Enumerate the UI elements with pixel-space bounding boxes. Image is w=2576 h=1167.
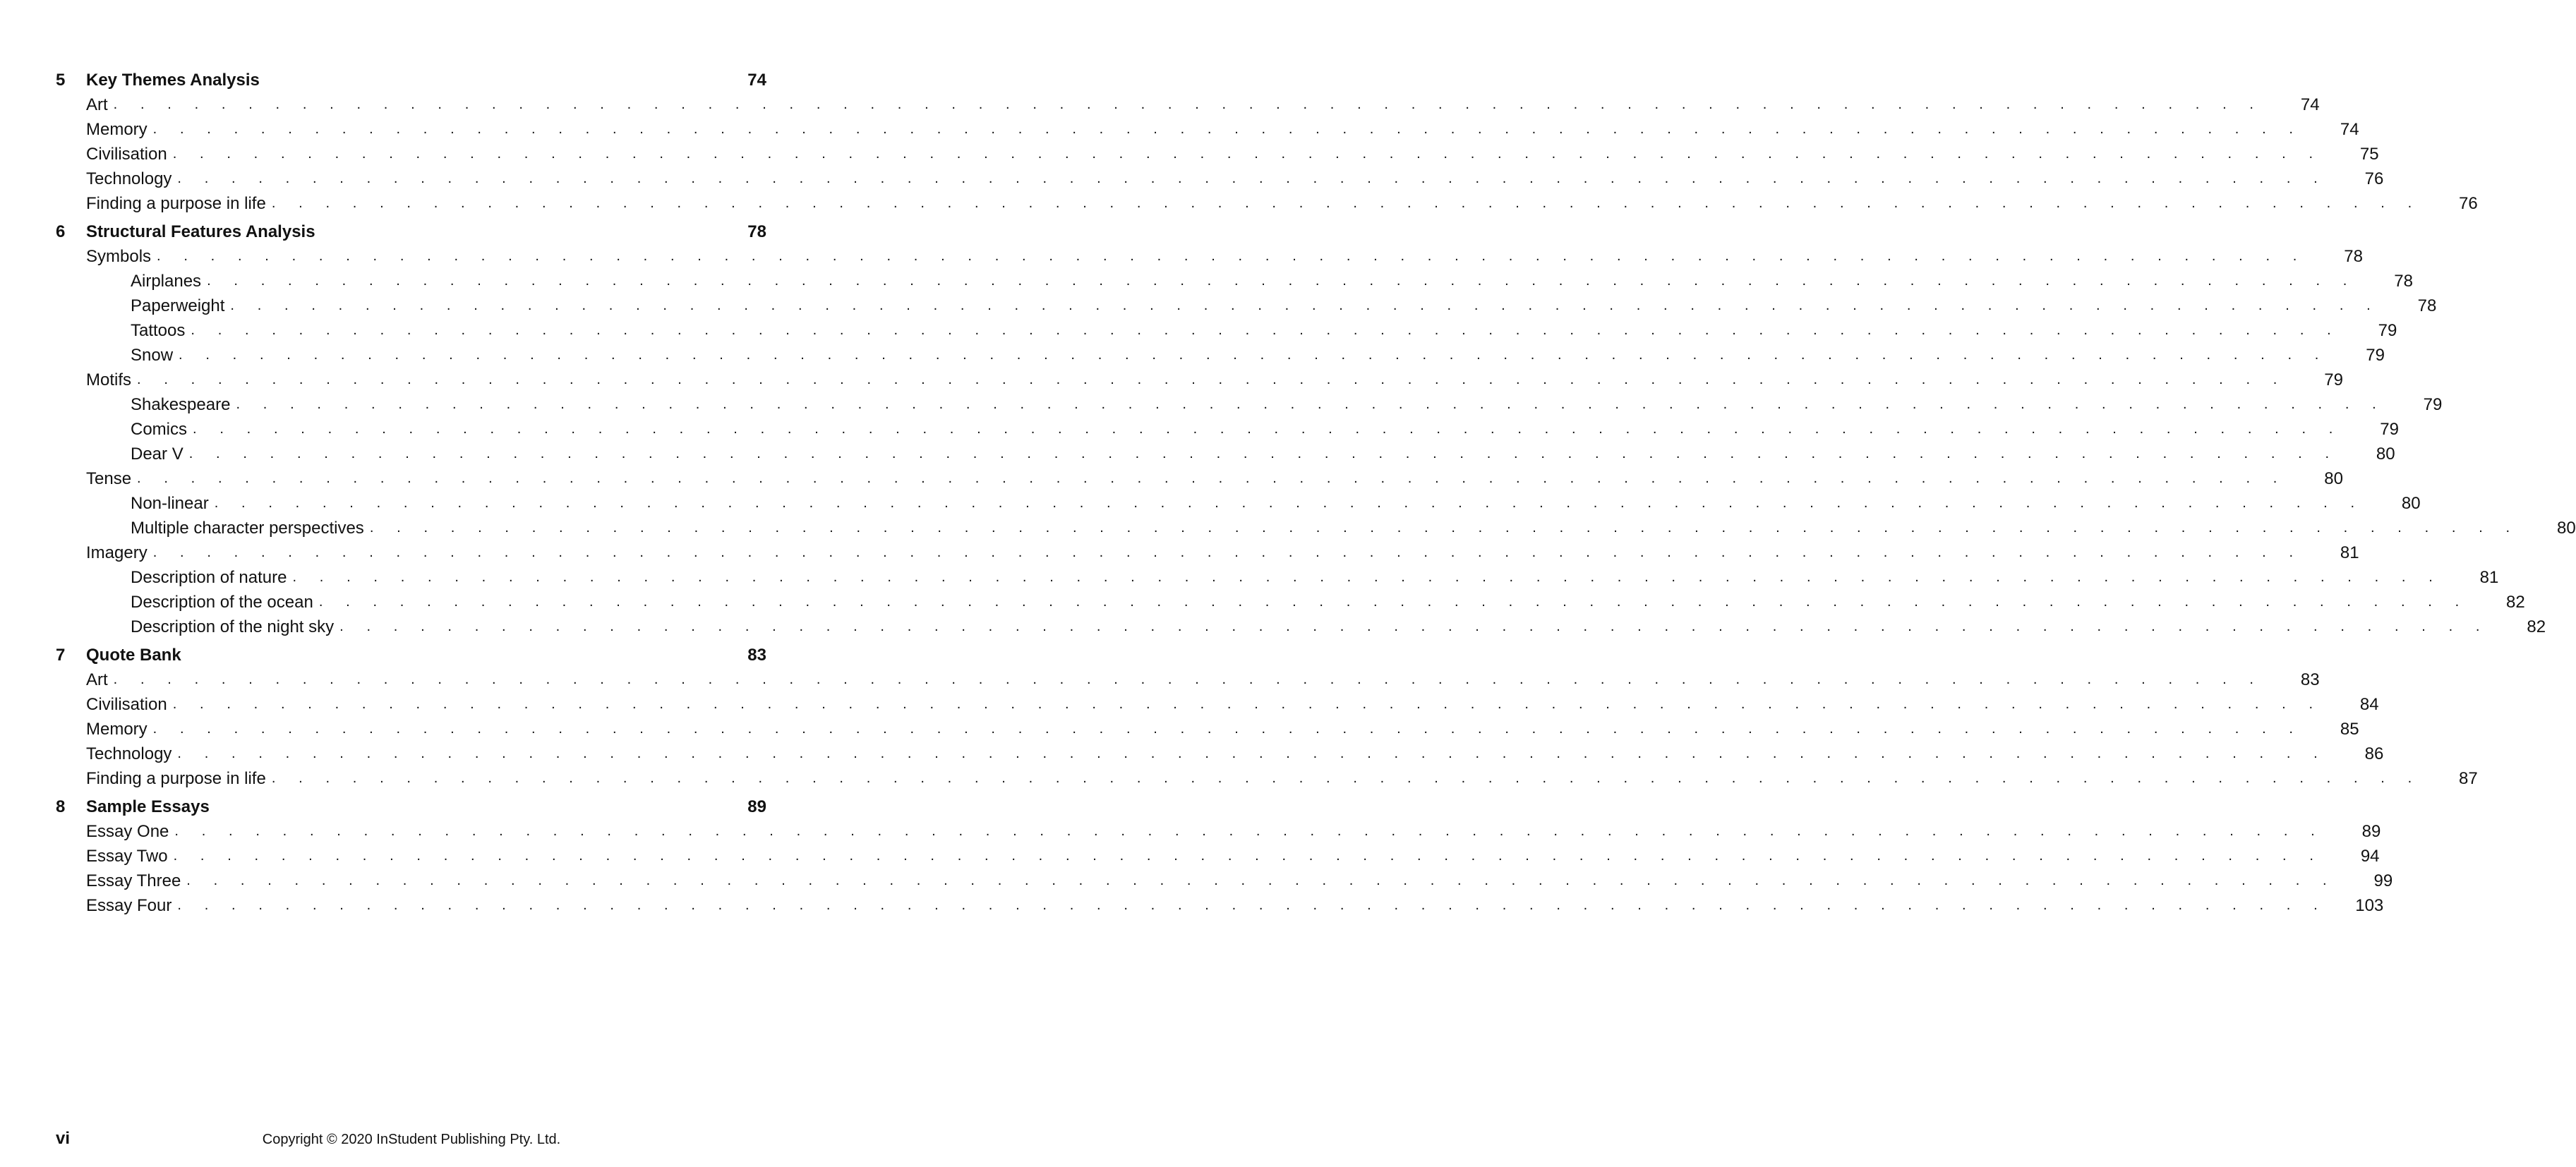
toc-subsection-entry[interactable] (0, 269, 2413, 294)
entry-page-number: 83 (2300, 670, 2320, 689)
chapter-page-number: 78 (747, 222, 766, 241)
entry-page-number: 80 (2557, 519, 2576, 538)
entry-page-number: 84 (2359, 695, 2379, 714)
entry-page-number: 82 (2527, 617, 2546, 636)
toc-subsection-entry[interactable] (0, 491, 2421, 516)
entry-page-number: 80 (2401, 494, 2421, 513)
dot-leader: . . . . . . . . . . . . . . . . . . . . . . . . . . . . . . . . . . . . . . . . . . . . . . . . . . . . . . . . . . . . . . . . . . . . . . . . . . . . . . . . (174, 823, 2325, 839)
dot-leader: . . . . . . . . . . . . . . . . . . . . . . . . . . . . . . . . . . . . . . . . . . . . . . . . . . . . . . . . . . . . . . . . . . . . . . . . . . . . . . . . (188, 446, 2339, 461)
entry-title: Essay Four (86, 893, 177, 918)
entry-title: Tattoos (131, 318, 191, 343)
entry-title: Shakespeare (131, 392, 236, 417)
entry-page-number: 80 (2376, 445, 2395, 464)
entry-page-number: 80 (2324, 469, 2343, 488)
dot-leader: . . . . . . . . . . . . . . . . . . . . . . . . . . . . . . . . . . . . . . . . . . . . . . . . . . . . . . . . . . . . . . . . . . . . . . . . . . . . . . . . (339, 619, 2490, 634)
entry-title: Description of the night sky (131, 615, 339, 639)
toc-section-entry[interactable] (0, 117, 2359, 142)
entry-page-number: 76 (2459, 194, 2478, 213)
entry-page-number: 76 (2364, 169, 2384, 188)
toc-subsection-entry[interactable] (0, 516, 2576, 540)
dot-leader: . . . . . . . . . . . . . . . . . . . . . . . . . . . . . . . . . . . . . . . . . . . . . . . . . . . . . . . . . . . . . . . . . . . . . . . . . . . . . . . . (137, 471, 2287, 486)
entry-title: Imagery (86, 540, 153, 565)
toc-subsection-entry[interactable] (0, 615, 2546, 639)
dot-leader: . . . . . . . . . . . . . . . . . . . . . . . . . . . . . . . . . . . . . . . . . . . . . . . . . . . . . . . . . . . . . . . . . . . . . . . . . . . . . . . . (177, 746, 2328, 761)
toc-subsection-entry[interactable] (0, 417, 2399, 442)
toc-chapter (0, 68, 2478, 216)
chapter-page-number: 83 (747, 646, 766, 665)
dot-leader: . . . . . . . . . . . . . . . . . . . . . . . . . . . . . . . . . . . . . . . . . . . . . . . . . . . . . . . . . . . . . . . . . . . . . . . . . . . . . . . . (193, 421, 2342, 437)
dot-leader: . . . . . . . . . . . . . . . . . . . . . . . . . . . . . . . . . . . . . . . . . . . . . . . . . . . . . . . . . . . . . . . . . . . . . . . . . . . . . . . . (236, 397, 2386, 412)
toc-section-entry[interactable] (0, 244, 2363, 269)
toc-subsection-entry[interactable] (0, 318, 2397, 343)
dot-leader: . . . . . . . . . . . . . . . . . . . . . . . . . . . . . . . . . . . . . . . . . . . . . . . . . . . . . . . . . . . . . . . . . . . . . . . . . . . . . . . . (369, 520, 2520, 536)
entry-page-number: 74 (2340, 120, 2359, 139)
chapter-number: 6 (56, 222, 66, 241)
entry-title: Essay Two (86, 844, 174, 869)
chapter-number: 7 (56, 646, 66, 665)
dot-leader: . . . . . . . . . . . . . . . . . . . . . . . . . . . . . . . . . . . . . . . . . . . . . . . . . . . . . . . . . . . . . . . . . . . . . . . . . . . . . . . . (177, 897, 2328, 913)
toc-section-entry[interactable] (0, 844, 2380, 869)
dot-leader: . . . . . . . . . . . . . . . . . . . . . . . . . . . . . . . . . . . . . . . . . . . . . . . . . . . . . . . . . . . . . . . . . . . . . . . . . . . . . . . . (113, 97, 2263, 112)
entry-page-number: 78 (2417, 296, 2437, 315)
toc-subsection-entry[interactable] (0, 442, 2395, 466)
entry-title: Multiple character perspectives (131, 516, 370, 540)
chapter-title: Structural Features Analysis (86, 219, 321, 244)
entry-title: Essay Three (86, 869, 186, 893)
dot-leader: . . . . . . . . . . . . . . . . . . . . . . . . . . . . . . . . . . . . . . . . . . . . . . . . . . . . . . . . . . . . . . . . . . . . . . . . . . . . . . . . (318, 594, 2469, 610)
toc-chapter (0, 643, 2478, 791)
entry-title: Art (86, 667, 114, 692)
entry-page-number: 79 (2366, 346, 2385, 365)
dot-leader: . . . . . . . . . . . . . . . . . . . . . . . . . . . . . . . . . . . . . . . . . . . . . . . . . . . . . . . . . . . . . . . . . . . . . . . . . . . . . . . . (152, 121, 2303, 137)
entry-title: Description of nature (131, 565, 292, 590)
toc-chapter-heading[interactable] (0, 68, 823, 92)
entry-page-number: 78 (2394, 272, 2413, 291)
entry-page-number: 85 (2340, 720, 2359, 739)
entry-page-number: 79 (2380, 420, 2399, 439)
entry-title: Snow (131, 343, 179, 368)
entry-title: Non-linear (131, 491, 215, 516)
dot-leader: . . . . . . . . . . . . . . . . . . . . . . . . . . . . . . . . . . . . . . . . . . . . . . . . . . . . . . . . . . . . . . . . . . . . . . . . . . . . . . . . (179, 347, 2328, 363)
dot-leader: . . . . . . . . . . . . . . . . . . . . . . . . . . . . . . . . . . . . . . . . . . . . . . . . . . . . . . . . . . . . . . . . . . . . . . . . . . . . . . . . (177, 171, 2328, 186)
entry-page-number: 99 (2373, 871, 2393, 890)
dot-leader: . . . . . . . . . . . . . . . . . . . . . . . . . . . . . . . . . . . . . . . . . . . . . . . . . . . . . . . . . . . . . . . . . . . . . . . . . . . . . . . . (271, 195, 2421, 211)
toc-section-entry[interactable] (0, 667, 2320, 692)
chapter-title: Quote Bank (86, 643, 187, 667)
entry-title: Technology (86, 167, 177, 191)
entry-title: Civilisation (86, 692, 173, 717)
entry-page-number: 79 (2423, 395, 2443, 414)
entry-page-number: 79 (2378, 321, 2397, 340)
toc-chapter-heading[interactable] (0, 643, 823, 667)
toc-section-entry[interactable] (0, 191, 2478, 216)
entry-page-number: 81 (2479, 568, 2499, 587)
toc-section-entry[interactable] (0, 466, 2343, 491)
dot-leader: . . . . . . . . . . . . . . . . . . . . . . . . . . . . . . . . . . . . . . . . . . . . . . . . . . . . . . . . . . . . . . . . . . . . . . . . . . . . . . . . (137, 372, 2287, 387)
toc-section-entry[interactable] (0, 167, 2384, 191)
entry-page-number: 86 (2364, 744, 2384, 763)
toc-section-entry[interactable] (0, 368, 2343, 392)
entry-title: Civilisation (86, 142, 173, 167)
entry-title: Memory (86, 717, 153, 742)
chapter-title: Sample Essays (86, 794, 215, 819)
toc-section-entry[interactable] (0, 742, 2384, 766)
dot-leader: . . . . . . . . . . . . . . . . . . . . . . . . . . . . . . . . . . . . . . . . . . . . . . . . . . . . . . . . . . . . . . . . . . . . . . . . . . . . . . . . (230, 298, 2381, 313)
entry-title: Memory (86, 117, 153, 142)
chapter-number: 8 (56, 797, 66, 816)
chapter-page-number: 74 (747, 71, 766, 90)
entry-title: Essay One (86, 819, 174, 844)
chapter-number: 5 (56, 71, 66, 90)
entry-page-number: 103 (2355, 896, 2384, 915)
entry-page-number: 94 (2360, 847, 2380, 866)
dot-leader: . . . . . . . . . . . . . . . . . . . . . . . . . . . . . . . . . . . . . . . . . . . . . . . . . . . . . . . . . . . . . . . . . . . . . . . . . . . . . . . . (113, 672, 2263, 687)
toc-section-entry[interactable] (0, 540, 2359, 565)
entry-title: Finding a purpose in life (86, 191, 272, 216)
toc-section-entry[interactable] (0, 692, 2379, 717)
dot-leader: . . . . . . . . . . . . . . . . . . . . . . . . . . . . . . . . . . . . . . . . . . . . . . . . . . . . . . . . . . . . . . . . . . . . . . . . . . . . . . . . (271, 770, 2421, 786)
dot-leader: . . . . . . . . . . . . . . . . . . . . . . . . . . . . . . . . . . . . . . . . . . . . . . . . . . . . . . . . . . . . . . . . . . . . . . . . . . . . . . . . (191, 322, 2341, 338)
entry-page-number: 78 (2344, 247, 2363, 266)
toc-section-entry[interactable] (0, 766, 2478, 791)
dot-leader: . . . . . . . . . . . . . . . . . . . . . . . . . . . . . . . . . . . . . . . . . . . . . . . . . . . . . . . . . . . . . . . . . . . . . . . . . . . . . . . . (152, 545, 2303, 560)
dot-leader: . . . . . . . . . . . . . . . . . . . . . . . . . . . . . . . . . . . . . . . . . . . . . . . . . . . . . . . . . . . . . . . . . . . . . . . . . . . . . . . . (172, 146, 2323, 162)
entry-page-number: 79 (2324, 370, 2343, 389)
entry-title: Airplanes (131, 269, 207, 294)
entry-title: Tense (86, 466, 137, 491)
dot-leader: . . . . . . . . . . . . . . . . . . . . . . . . . . . . . . . . . . . . . . . . . . . . . . . . . . . . . . . . . . . . . . . . . . . . . . . . . . . . . . . . (207, 273, 2357, 289)
toc-chapter (0, 794, 2393, 918)
dot-leader: . . . . . . . . . . . . . . . . . . . . . . . . . . . . . . . . . . . . . . . . . . . . . . . . . . . . . . . . . . . . . . . . . . . . . . . . . . . . . . . . (173, 848, 2323, 864)
toc-subsection-entry[interactable] (0, 392, 2443, 417)
entry-page-number: 75 (2359, 145, 2379, 164)
toc-subsection-entry[interactable] (0, 590, 2525, 615)
dot-leader: . . . . . . . . . . . . . . . . . . . . . . . . . . . . . . . . . . . . . . . . . . . . . . . . . . . . . . . . . . . . . . . . . . . . . . . . . . . . . . . . (157, 248, 2306, 264)
entry-page-number: 74 (2300, 95, 2320, 114)
entry-title: Paperweight (131, 294, 230, 318)
toc-subsection-entry[interactable] (0, 294, 2437, 318)
dot-leader: . . . . . . . . . . . . . . . . . . . . . . . . . . . . . . . . . . . . . . . . . . . . . . . . . . . . . . . . . . . . . . . . . . . . . . . . . . . . . . . . (292, 569, 2443, 585)
copyright-notice: Copyright © 2020 InStudent Publishing Pty. Ltd. (262, 1132, 561, 1147)
toc-section-entry[interactable] (0, 92, 2320, 117)
toc-section-entry[interactable] (0, 819, 2381, 844)
entry-title: Finding a purpose in life (86, 766, 272, 791)
page-number: vi (56, 1129, 71, 1148)
toc-chapter (0, 219, 2576, 639)
entry-page-number: 89 (2361, 822, 2381, 841)
dot-leader: . . . . . . . . . . . . . . . . . . . . . . . . . . . . . . . . . . . . . . . . . . . . . . . . . . . . . . . . . . . . . . . . . . . . . . . . . . . . . . . . (152, 721, 2303, 737)
chapter-page-number: 89 (747, 797, 766, 816)
toc-section-entry[interactable] (0, 717, 2359, 742)
toc-chapter-heading[interactable] (0, 794, 823, 819)
chapter-title: Key Themes Analysis (86, 68, 265, 92)
table-of-contents (0, 68, 2576, 918)
entry-page-number: 87 (2459, 769, 2478, 788)
toc-section-entry[interactable] (0, 869, 2393, 893)
entry-title: Motifs (86, 368, 137, 392)
toc-subsection-entry[interactable] (0, 565, 2499, 590)
toc-section-entry[interactable] (0, 142, 2379, 167)
entry-page-number: 81 (2340, 543, 2359, 562)
entry-title: Symbols (86, 244, 157, 269)
page-footer (0, 1129, 823, 1154)
entry-title: Description of the ocean (131, 590, 319, 615)
dot-leader: . . . . . . . . . . . . . . . . . . . . . . . . . . . . . . . . . . . . . . . . . . . . . . . . . . . . . . . . . . . . . . . . . . . . . . . . . . . . . . . . (214, 495, 2364, 511)
entry-page-number: 82 (2506, 593, 2525, 612)
entry-title: Dear V (131, 442, 189, 466)
entry-title: Art (86, 92, 114, 117)
entry-title: Comics (131, 417, 193, 442)
toc-section-entry[interactable] (0, 893, 2384, 918)
entry-title: Technology (86, 742, 177, 766)
dot-leader: . . . . . . . . . . . . . . . . . . . . . . . . . . . . . . . . . . . . . . . . . . . . . . . . . . . . . . . . . . . . . . . . . . . . . . . . . . . . . . . . (172, 696, 2323, 712)
toc-chapter-heading[interactable] (0, 219, 823, 244)
toc-subsection-entry[interactable] (0, 343, 2385, 368)
dot-leader: . . . . . . . . . . . . . . . . . . . . . . . . . . . . . . . . . . . . . . . . . . . . . . . . . . . . . . . . . . . . . . . . . . . . . . . . . . . . . . . . (186, 873, 2337, 888)
